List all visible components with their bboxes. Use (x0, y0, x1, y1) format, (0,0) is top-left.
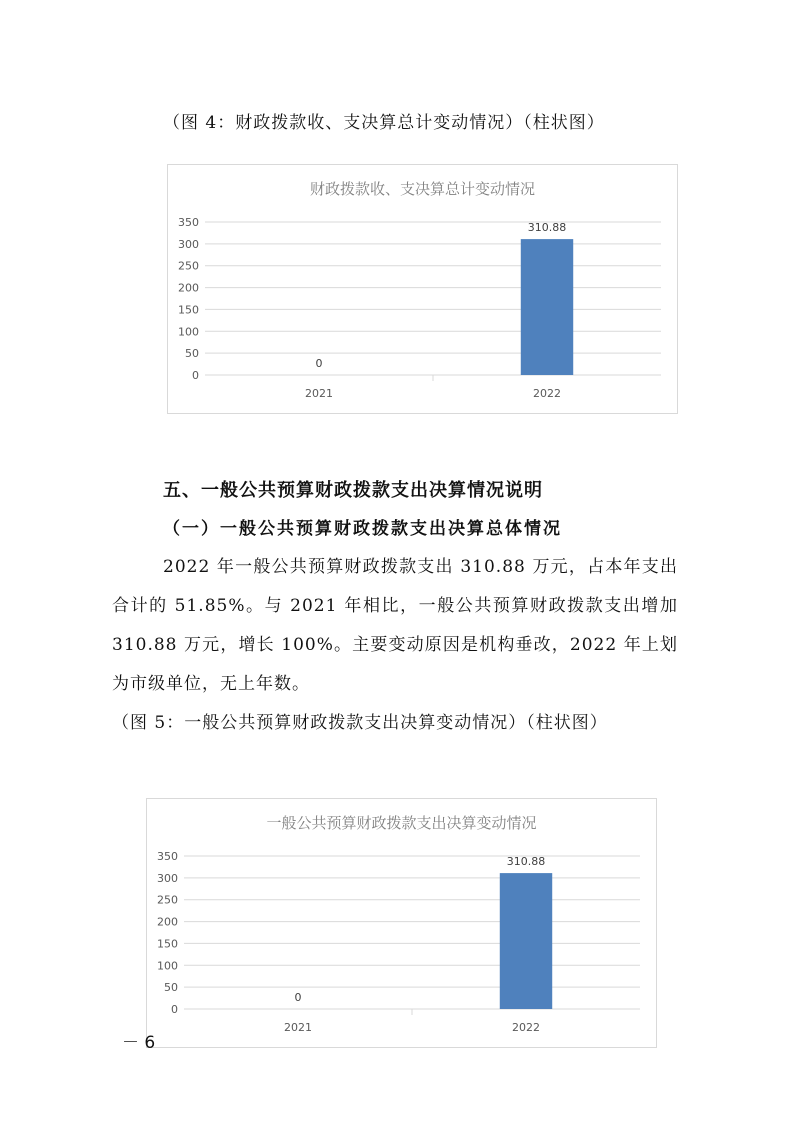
x-tick-label-2022: 2022 (533, 387, 561, 400)
y-tick-label: 250 (157, 893, 178, 907)
chart-title: 一般公共预算财政拨款支出决算变动情况 (266, 814, 537, 832)
body-paragraph-text: 2022 年一般公共预算财政拨款支出 310.88 万元，占本年支出合计的 51.85%。与 2021 年相比，一般公共预算财政拨款支出增加 310.88 万元，增长 100%。主要变动原因是机构垂改，2022 年上划为市级单位，无上年数。 (112, 557, 678, 694)
y-tick-label: 0 (192, 369, 199, 382)
data-label-2021: 0 (294, 991, 302, 1004)
y-tick-label: 50 (185, 347, 199, 361)
data-label-2021: 0 (315, 357, 323, 370)
y-tick-label: 300 (157, 871, 178, 885)
x-tick-label-2021: 2021 (305, 387, 333, 400)
data-label-2022: 310.88 (506, 855, 546, 869)
y-tick-label: 100 (157, 959, 178, 973)
chart-title: 财政拨款收、支决算总计变动情况 (309, 180, 536, 198)
x-tick-label-2021: 2021 (284, 1021, 312, 1034)
y-tick-label: 150 (157, 937, 178, 951)
bar-2022 (521, 239, 573, 375)
section-heading: 五、一般公共预算财政拨款支出决算情况说明 (163, 480, 543, 501)
subsection-heading: （一）一般公共预算财政拨款支出决算总体情况 (163, 519, 562, 539)
bar-2022 (500, 873, 552, 1009)
y-tick-label: 200 (157, 915, 178, 929)
y-tick-label: 0 (171, 1003, 178, 1016)
y-tick-label: 50 (164, 981, 178, 995)
chart-5-container (146, 798, 657, 1048)
y-tick-label: 100 (178, 325, 199, 339)
chart-5-svg (147, 799, 656, 1047)
y-tick-label: 250 (178, 259, 199, 273)
y-tick-label: 200 (178, 281, 199, 295)
y-tick-label: 150 (178, 303, 199, 317)
y-tick-label: 300 (178, 237, 199, 251)
body-paragraph (112, 548, 678, 743)
y-tick-label: 350 (178, 216, 199, 229)
figure-4-caption: （图 4：财政拨款收、支决算总计变动情况）（柱状图） (163, 113, 605, 133)
y-tick-label: 350 (157, 850, 178, 863)
page-number: － 6 (122, 1033, 156, 1053)
x-tick-label-2022: 2022 (512, 1021, 540, 1034)
chart-4-container (167, 164, 678, 414)
chart-4-svg (168, 165, 677, 413)
figure-5-caption: （图 5：一般公共预算财政拨款支出决算变动情况）（柱状图） (112, 713, 608, 733)
data-label-2022: 310.88 (527, 221, 567, 235)
